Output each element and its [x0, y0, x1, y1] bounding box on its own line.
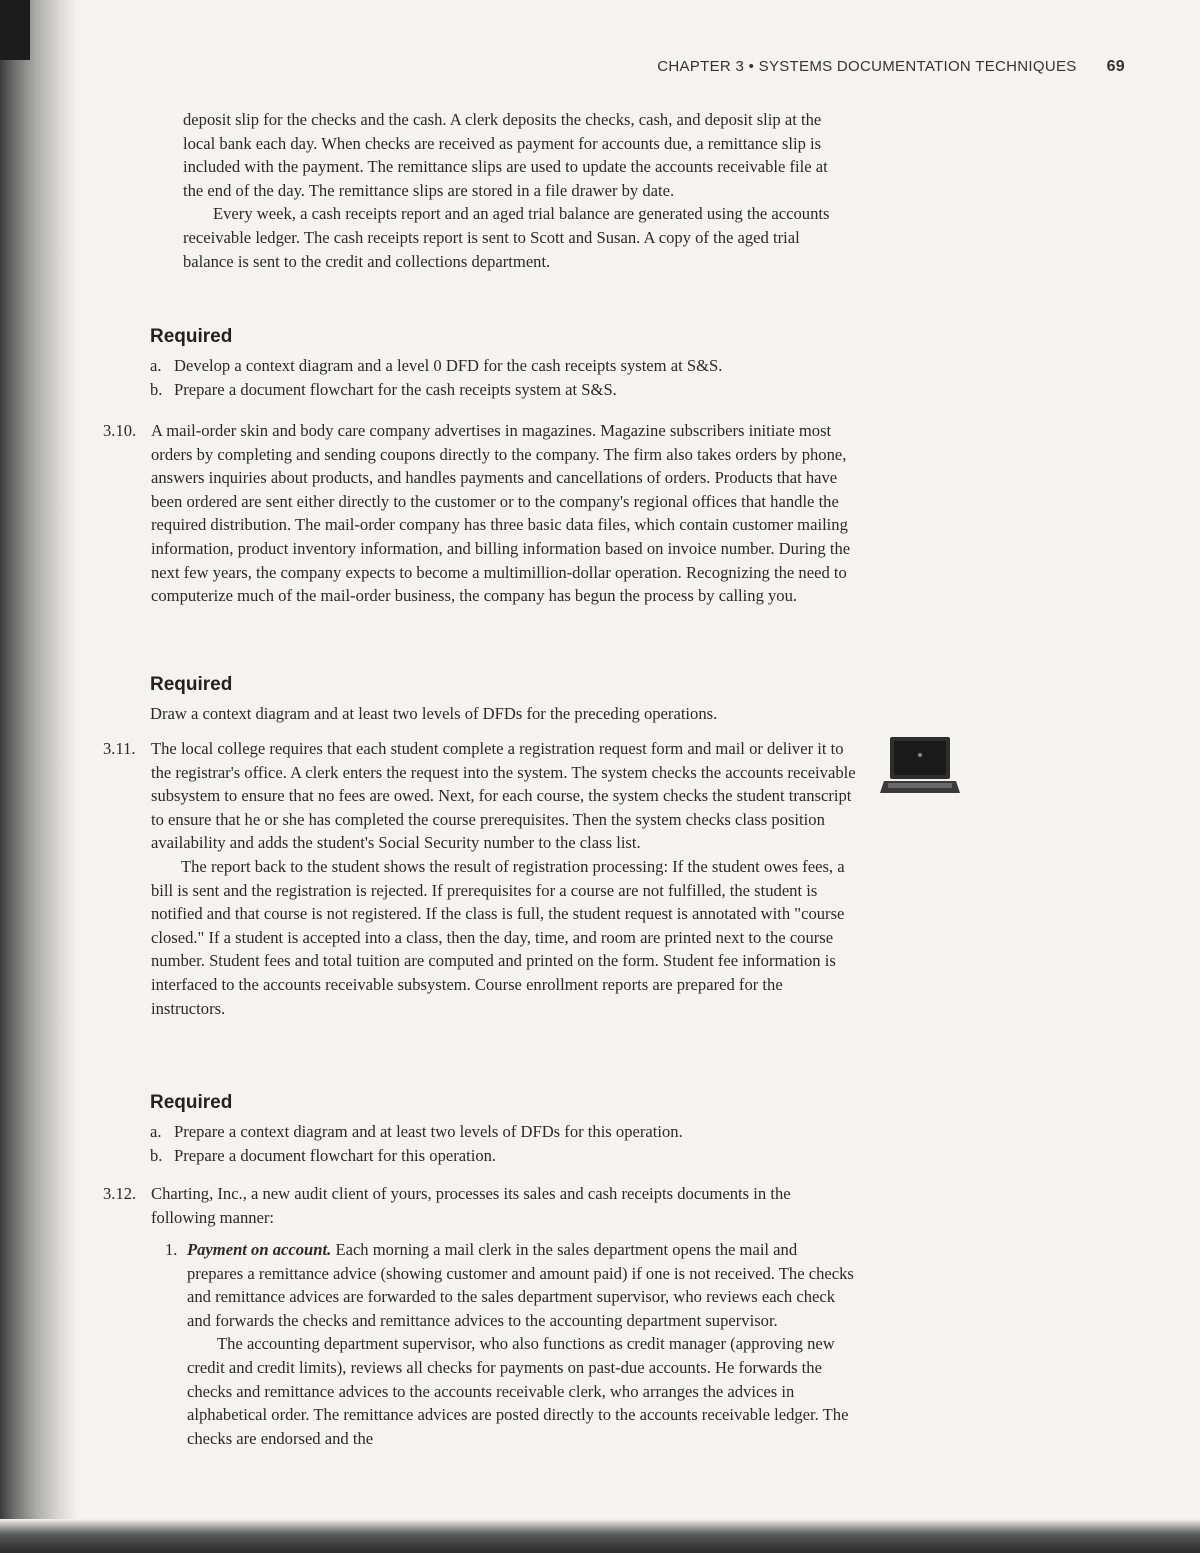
required-list: [150, 354, 850, 401]
sub-item-title: Payment on account.: [187, 1240, 332, 1259]
list-item: [150, 354, 850, 378]
laptop-icon: [880, 735, 960, 801]
page-number: 69: [1106, 58, 1125, 75]
list-item: [150, 1144, 850, 1168]
paragraph: [187, 1238, 855, 1332]
problem-3-11: [103, 737, 857, 1020]
paragraph: Draw a context diagram and at least two levels of DFDs for the preceding operations.: [150, 704, 718, 723]
required-heading: [150, 1092, 232, 1114]
problem-intro: Charting, Inc., a new audit client of yours, processes its sales and cash receipts documents in the following manner:: [151, 1184, 791, 1227]
paragraph: The accounting department supervisor, who also functions as credit manager (approving new credit and credit limits), reviews all checks for payments on past-due accounts. He forwards the checks and remittance advices to the accounts receivable clerk, who arranges the advices in alphabetical order. The remittance advices are posted directly to the accounts receivable ledger. The checks are endorsed and the: [187, 1334, 849, 1448]
item-text: Prepare a context diagram and at least two levels of DFDs for this operation.: [174, 1122, 683, 1141]
required-label: Required: [150, 674, 233, 695]
book-spine-shadow: [0, 0, 78, 1553]
running-header: [0, 58, 1125, 76]
problem-3-12: [103, 1182, 857, 1229]
required-heading: [150, 674, 232, 696]
sub-item-text: Each morning a mail clerk in the sales department opens the mail and prepares a remittance advice (showing customer and amount paid) if one is not received. The checks and remittance advices are forwarded to the sales department supervisor, who reviews each check and forwards the checks and remittance advices to the accounting department supervisor.: [187, 1240, 854, 1330]
paragraph: Every week, a cash receipts report and an aged trial balance are generated using the accounts receivable ledger. The cash receipts report is sent to Scott and Susan. A copy of the aged trial balance is sent to the credit and collections department.: [183, 204, 830, 271]
continuation-text: [183, 108, 838, 273]
item-marker: b.: [150, 1145, 163, 1165]
paragraph: The local college requires that each student complete a registration request form and mail or deliver it to the registrar's office. A clerk enters the request into the system. The system checks the accounts receivable subsystem to ensure that no fees are owed. Next, for each course, the system checks the student transcript to ensure that he or she has completed the course prerequisites. Then the system checks class position availability and adds the student's Social Security number to the class list.: [151, 739, 856, 853]
item-text: Prepare a document flowchart for the cash receipts system at S&S.: [174, 379, 617, 399]
chapter-title: CHAPTER 3 • SYSTEMS DOCUMENTATION TECHNIQUES: [657, 58, 1077, 75]
scan-corner: [0, 0, 30, 60]
item-text: Prepare a document flowchart for this operation.: [174, 1145, 497, 1165]
required-label: Required: [150, 1092, 233, 1113]
list-item: [150, 378, 850, 402]
problem-number: 3.10.: [103, 421, 137, 440]
item-marker: a.: [150, 1122, 162, 1141]
list-item: [150, 1120, 850, 1144]
paragraph: The report back to the student shows the result of registration processing: If the student owes fees, a bill is sent and the registration is rejected. If prerequisites for a course are not fulfilled, the student is notified and that course is not registered. If the class is full, the student request is annotated with "course closed." If a student is accepted into a class, then the day, time, and room are printed next to the course number. Student fees and total tuition are computed and printed on the form. Student fee information is interfaced to the accounts receivable subsystem. Course enrollment reports are prepared for the instructors.: [151, 856, 845, 1018]
scan-bottom-edge: [0, 1519, 1200, 1553]
problem-text: A mail-order skin and body care company advertises in magazines. Magazine subscribers initiate most orders by completing and sending coupons directly to the company. The firm also takes orders by phone, answers inquiries about products, and handles payments and cancellations of orders. Products that have been ordered are sent either directly to the customer or to the company's regional offices that handle the required distribution. The mail-order company has three basic data files, which contain customer mailing information, product inventory information, and billing information based on invoice number. During the next few years, the company expects to become a multimillion-dollar operation. Recognizing the need to computerize much of the mail-order business, the company has begun the process by calling you.: [151, 421, 851, 606]
item-text: Develop a context diagram and a level 0 DFD for the cash receipts system at S&S.: [174, 356, 723, 375]
required-label: Required: [150, 326, 233, 347]
required-list: [150, 1120, 850, 1167]
required-heading: [150, 326, 232, 348]
problem-number: 3.11.: [103, 739, 136, 758]
item-marker: a.: [150, 356, 162, 375]
required-text: [150, 702, 850, 726]
paragraph: deposit slip for the checks and the cash. A clerk deposits the checks, cash, and deposit slip at the local bank each day. When checks are received as payment for accounts due, a remittance slip is included with the payment. The remittance slips are used to update the accounts receivable file at the end of the day. The remittance slips are stored in a file drawer by date.: [183, 110, 828, 200]
item-marker: b.: [150, 379, 163, 399]
sub-item-marker: 1.: [165, 1240, 178, 1259]
sub-item-payment-on-account: [165, 1238, 855, 1450]
problem-3-10: [103, 419, 857, 608]
problem-number: 3.12.: [103, 1184, 137, 1203]
